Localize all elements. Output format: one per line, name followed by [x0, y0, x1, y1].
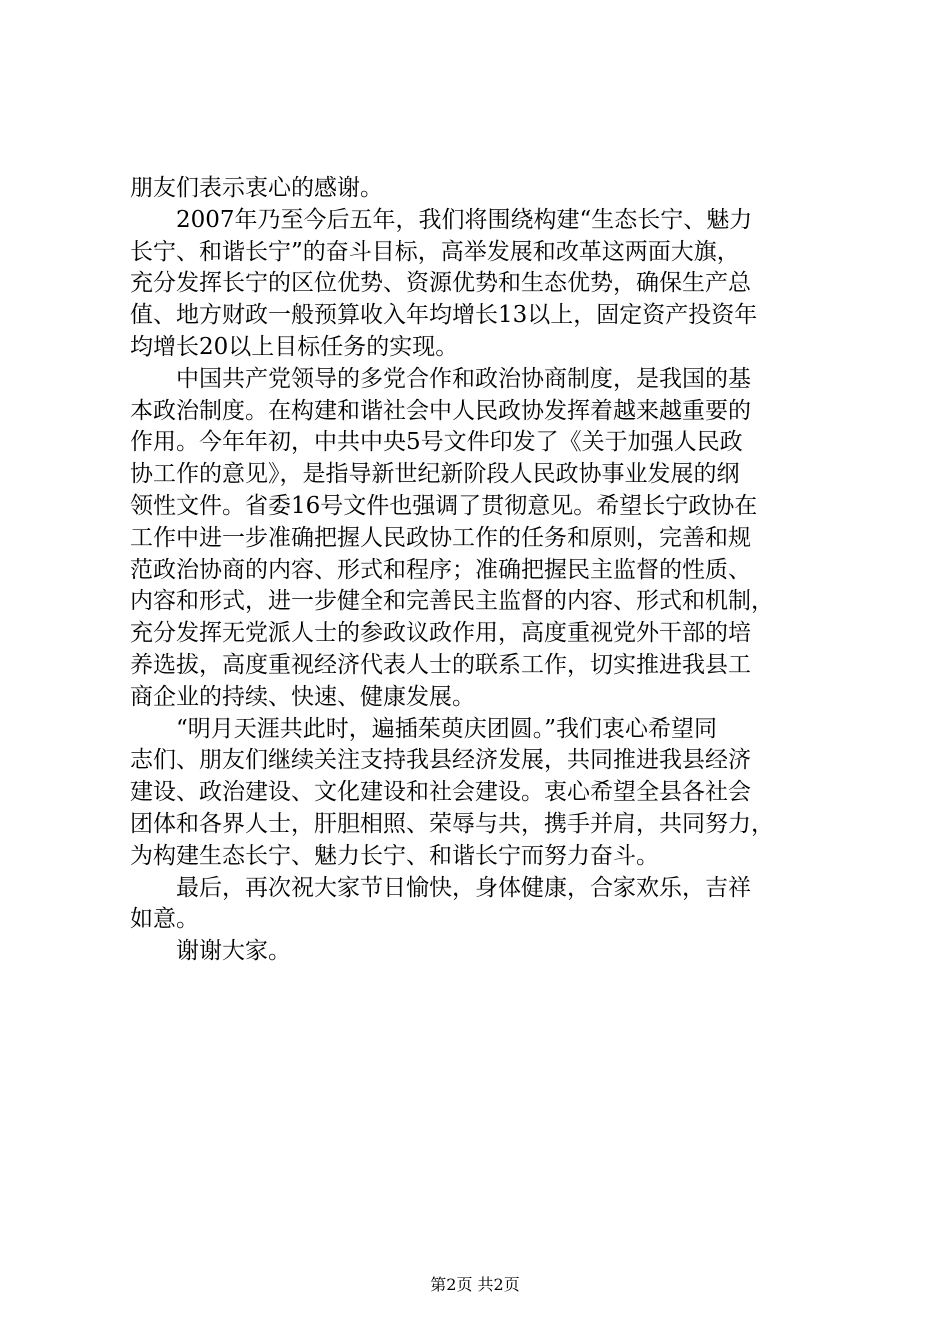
text-line: 本政治制度。在构建和谐社会中人民政协发挥着越来越重要的: [130, 397, 751, 424]
text-line: 如意。: [130, 906, 199, 933]
text-line: 为构建生态长宁、魅力长宁、和谐长宁而努力奋斗。: [130, 842, 659, 869]
text-line: 最后，再次祝大家节日愉快，身体健康，合家欢乐，吉祥: [176, 874, 751, 901]
text-line: 建设、政治建设、文化建设和社会建设。衷心希望全县各社会: [130, 779, 751, 806]
text-line: 充分发挥无党派人士的参政议政作用，高度重视党外干部的培: [130, 620, 751, 647]
text-line: 充分发挥长宁的区位优势、资源优势和生态优势，确保生产总: [130, 270, 751, 297]
text-line: 中国共产党领导的多党合作和政治协商制度，是我国的基: [176, 365, 751, 392]
text-line: 长宁、和谐长宁”的奋斗目标，高举发展和改革这两面大旗，: [130, 238, 740, 265]
text-line: 范政治协商的内容、形式和程序；准确把握民主监督的性质、: [130, 556, 751, 583]
text-line: 协工作的意见》，是指导新世纪新阶段人民政协事业发展的纲: [130, 461, 740, 488]
text-line: 均增长20以上目标任务的实现。: [130, 333, 459, 360]
text-line: 团体和各界人士，肝胆相照、荣辱与共，携手并肩，共同努力，: [130, 810, 774, 837]
text-line: 朋友们表示衷心的感谢。: [130, 175, 383, 201]
text-line: 值、地方财政一般预算收入年均增长13以上，固定资产投资年: [130, 302, 758, 329]
document-body: [130, 173, 830, 968]
text-line: “明月天涯共此时，遍插茱萸庆团圆。”我们衷心希望同: [176, 715, 718, 742]
text-line: 领性文件。省委16号文件也强调了贯彻意见。希望长宁政协在: [130, 492, 758, 519]
text-line: 商企业的持续、快速、健康发展。: [130, 683, 475, 710]
text-line: 谢谢大家。: [176, 938, 291, 965]
text-line: 志们、朋友们继续关注支持我县经济发展，共同推进我县经济: [130, 747, 751, 774]
text-line: 工作中进一步准确把握人民政协工作的任务和原则，完善和规: [130, 524, 751, 551]
text-line: 养选拔，高度重视经济代表人士的联系工作，切实推进我县工: [130, 651, 751, 678]
text-line: 2007年乃至今后五年，我们将围绕构建“生态长宁、魅力: [176, 206, 753, 233]
page-number-footer: 第2页 共2页: [430, 1275, 520, 1294]
text-line: 内容和形式，进一步健全和完善民主监督的内容、形式和机制，: [130, 588, 774, 615]
text-line: 作用。今年年初，中共中央5号文件印发了《关于加强人民政: [130, 429, 743, 456]
